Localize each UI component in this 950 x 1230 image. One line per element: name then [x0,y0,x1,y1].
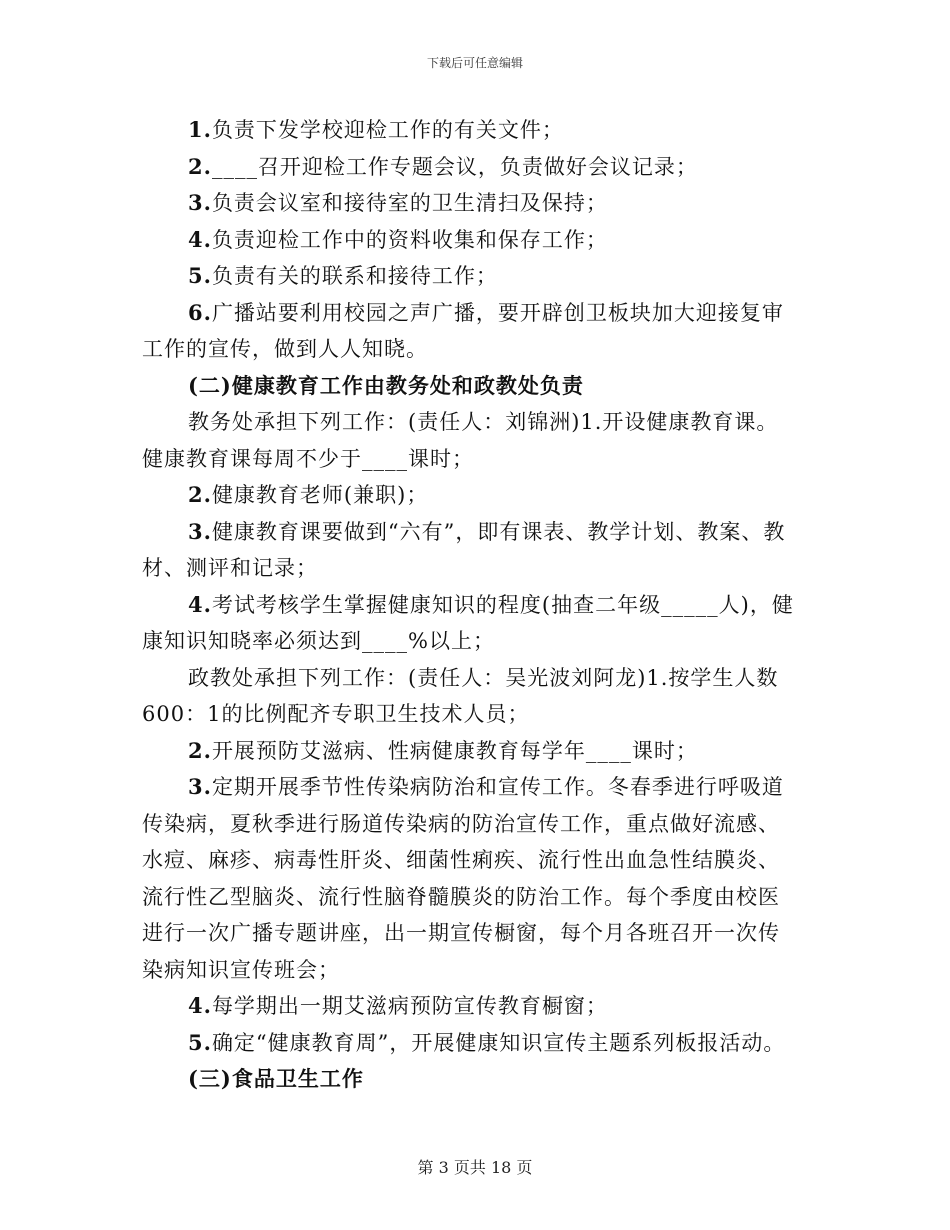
item-text: 开展预防艾滋病、性病健康教育每学年____课时； [211,738,698,763]
item-text: 每学期出一期艾滋病预防宣传教育橱窗； [211,994,608,1018]
item-text: 负责会议室和接待室的卫生清扫及保持； [211,191,608,215]
paragraph-item-5 [142,258,798,295]
item-text: ____召开迎检工作专题会议，负责做好会议记录； [211,154,698,179]
paragraph-item-5 [142,1025,798,1062]
paragraph-item-2 [142,477,798,514]
section-heading: (二)健康教育工作由教务处和政教处负责 [188,372,584,398]
section-heading: (三)食品卫生工作 [188,1066,364,1091]
item-text: 负责下发学校迎检工作的有关文件； [211,118,564,142]
item-number: 4. [188,993,212,1018]
paragraph-item-6 [142,295,798,368]
item-number: 1. [188,117,212,142]
paragraph-item-2 [142,733,798,770]
item-number: 3. [188,190,212,215]
item-number: 3. [188,774,212,799]
item-number: 2. [188,737,212,763]
page-footer: 第 3 页共 18 页 [417,1158,533,1177]
item-number: 2. [188,482,212,507]
item-number: 4. [188,226,212,252]
item-text: 考试考核学生掌握健康知识的程度(抽查二年级_____人)，健康知识知晓率必须达到____%以上； [142,592,794,653]
item-text: 负责迎检工作中的资料收集和保存工作； [211,227,608,252]
item-text: 确定“健康教育周”，开展健康知识宣传主题系列板报活动。 [211,1030,786,1055]
paragraph-intro-political: 政教处承担下列工作：(责任人：吴光波刘阿龙)1.按学生人数600：1的比例配齐专职卫生技术人员； [142,665,779,726]
item-text: 广播站要利用校园之声广播，要开辟创卫板块加大迎接复审工作的宣传，做到人人知晓。 [142,300,784,361]
paragraph-item-4 [142,587,798,660]
item-number: 6. [188,299,212,325]
paragraph-item-4 [142,222,798,259]
item-number: 5. [188,1029,212,1055]
item-text: 健康教育老师(兼职)； [211,483,429,507]
paragraph-item-3 [142,514,798,587]
item-number: 5. [188,263,212,288]
item-number: 4. [188,591,212,617]
item-number: 3. [188,518,212,544]
paragraph-item-2 [142,149,798,186]
item-text: 定期开展季节性传染病防治和宣传工作。冬春季进行呼吸道传染病，夏秋季进行肠道传染病的防治宣传工作，重点做好流感、水痘、麻疹、病毒性肝炎、细菌性痢疾、流行性出血急性结膜炎、流行性乙型脑炎、流行性脑脊髓膜炎的防治工作。每个季度由校医进行一次广播专题讲座，出一期宣传橱窗，每个月各班召开一次传染病知识宣传班会； [142,775,784,982]
paragraph-item-4 [142,988,798,1025]
paragraph-item-3 [142,185,798,222]
document-body [142,112,798,1098]
page-header: 下载后可任意编辑 [426,56,523,70]
paragraph-item-3 [142,769,798,988]
paragraph-intro-academic: 教务处承担下列工作：(责任人：刘锦洲)1.开设健康教育课。健康教育课每周不少于____课时； [142,410,779,471]
item-text: 负责有关的联系和接待工作； [211,264,498,288]
item-text: 健康教育课要做到“六有”，即有课表、教学计划、教案、教材、测评和记录； [142,519,786,580]
paragraph-item-1 [142,112,798,149]
item-number: 2. [188,153,212,179]
